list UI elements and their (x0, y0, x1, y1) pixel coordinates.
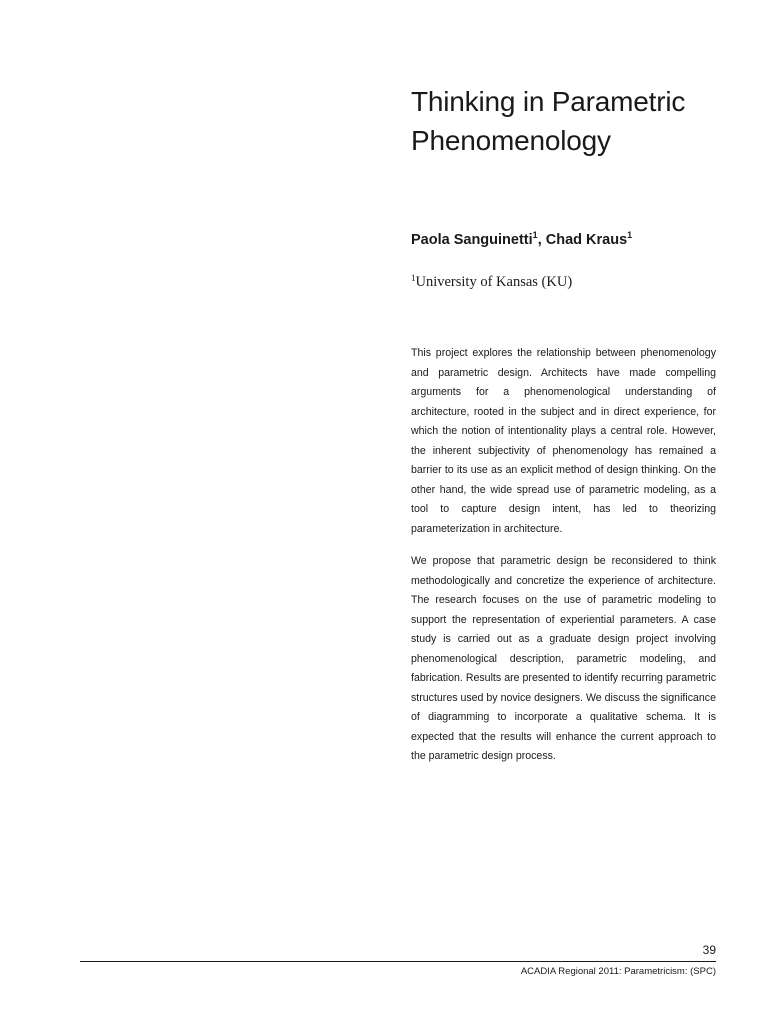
affiliation-text: University of Kansas (KU) (415, 274, 573, 290)
author-name: Chad Kraus (545, 232, 628, 248)
author-separator: , (537, 232, 546, 248)
author-name: Paola Sanguinetti (411, 232, 533, 248)
affiliation-line (411, 271, 731, 293)
author-affiliation-mark: 1 (532, 230, 538, 240)
page-number: 39 (702, 943, 716, 957)
abstract-paragraph: This project explores the relationship between phenomenology and parametric design. Architects have made compelling arguments for a phenomenological understanding of architecture, rooted in the subject and in direct experience, for which the notion of intentionality plays a central role. However, the inherent subjectivity of phenomenology has remained a barrier to its use as an explicit method of design thinking. On the other hand, the wide spread use of parametric modeling, as a tool to capture design intent, has led to theorizing parameterization in architecture. (411, 347, 716, 535)
paper-title (411, 82, 741, 160)
running-footer: ACADIA Regional 2011: Parametricism: (SPC) (520, 966, 716, 977)
author-list (411, 229, 731, 251)
paper-title-line-1: Thinking in Parametric (411, 86, 686, 117)
paper-title-line-2: Phenomenology (411, 125, 611, 156)
abstract (411, 344, 716, 780)
abstract-paragraph: We propose that parametric design be reconsidered to think methodologically and concretize the experience of architecture. The research focuses on the use of parametric modeling to support the representation of experiential parameters. A case study is carried out as a graduate design project involving phenomenological description, parametric modeling, and fabrication. Results are presented to identify recurring parametric structures used by novice designers. We discuss the significance of diagramming to incorporate a qualitative schema. It is expected that the results will enhance the current approach to the parametric design process. (411, 555, 716, 762)
footer-divider (80, 961, 716, 962)
affiliation-mark: 1 (411, 273, 416, 283)
author-affiliation-mark: 1 (627, 230, 633, 240)
